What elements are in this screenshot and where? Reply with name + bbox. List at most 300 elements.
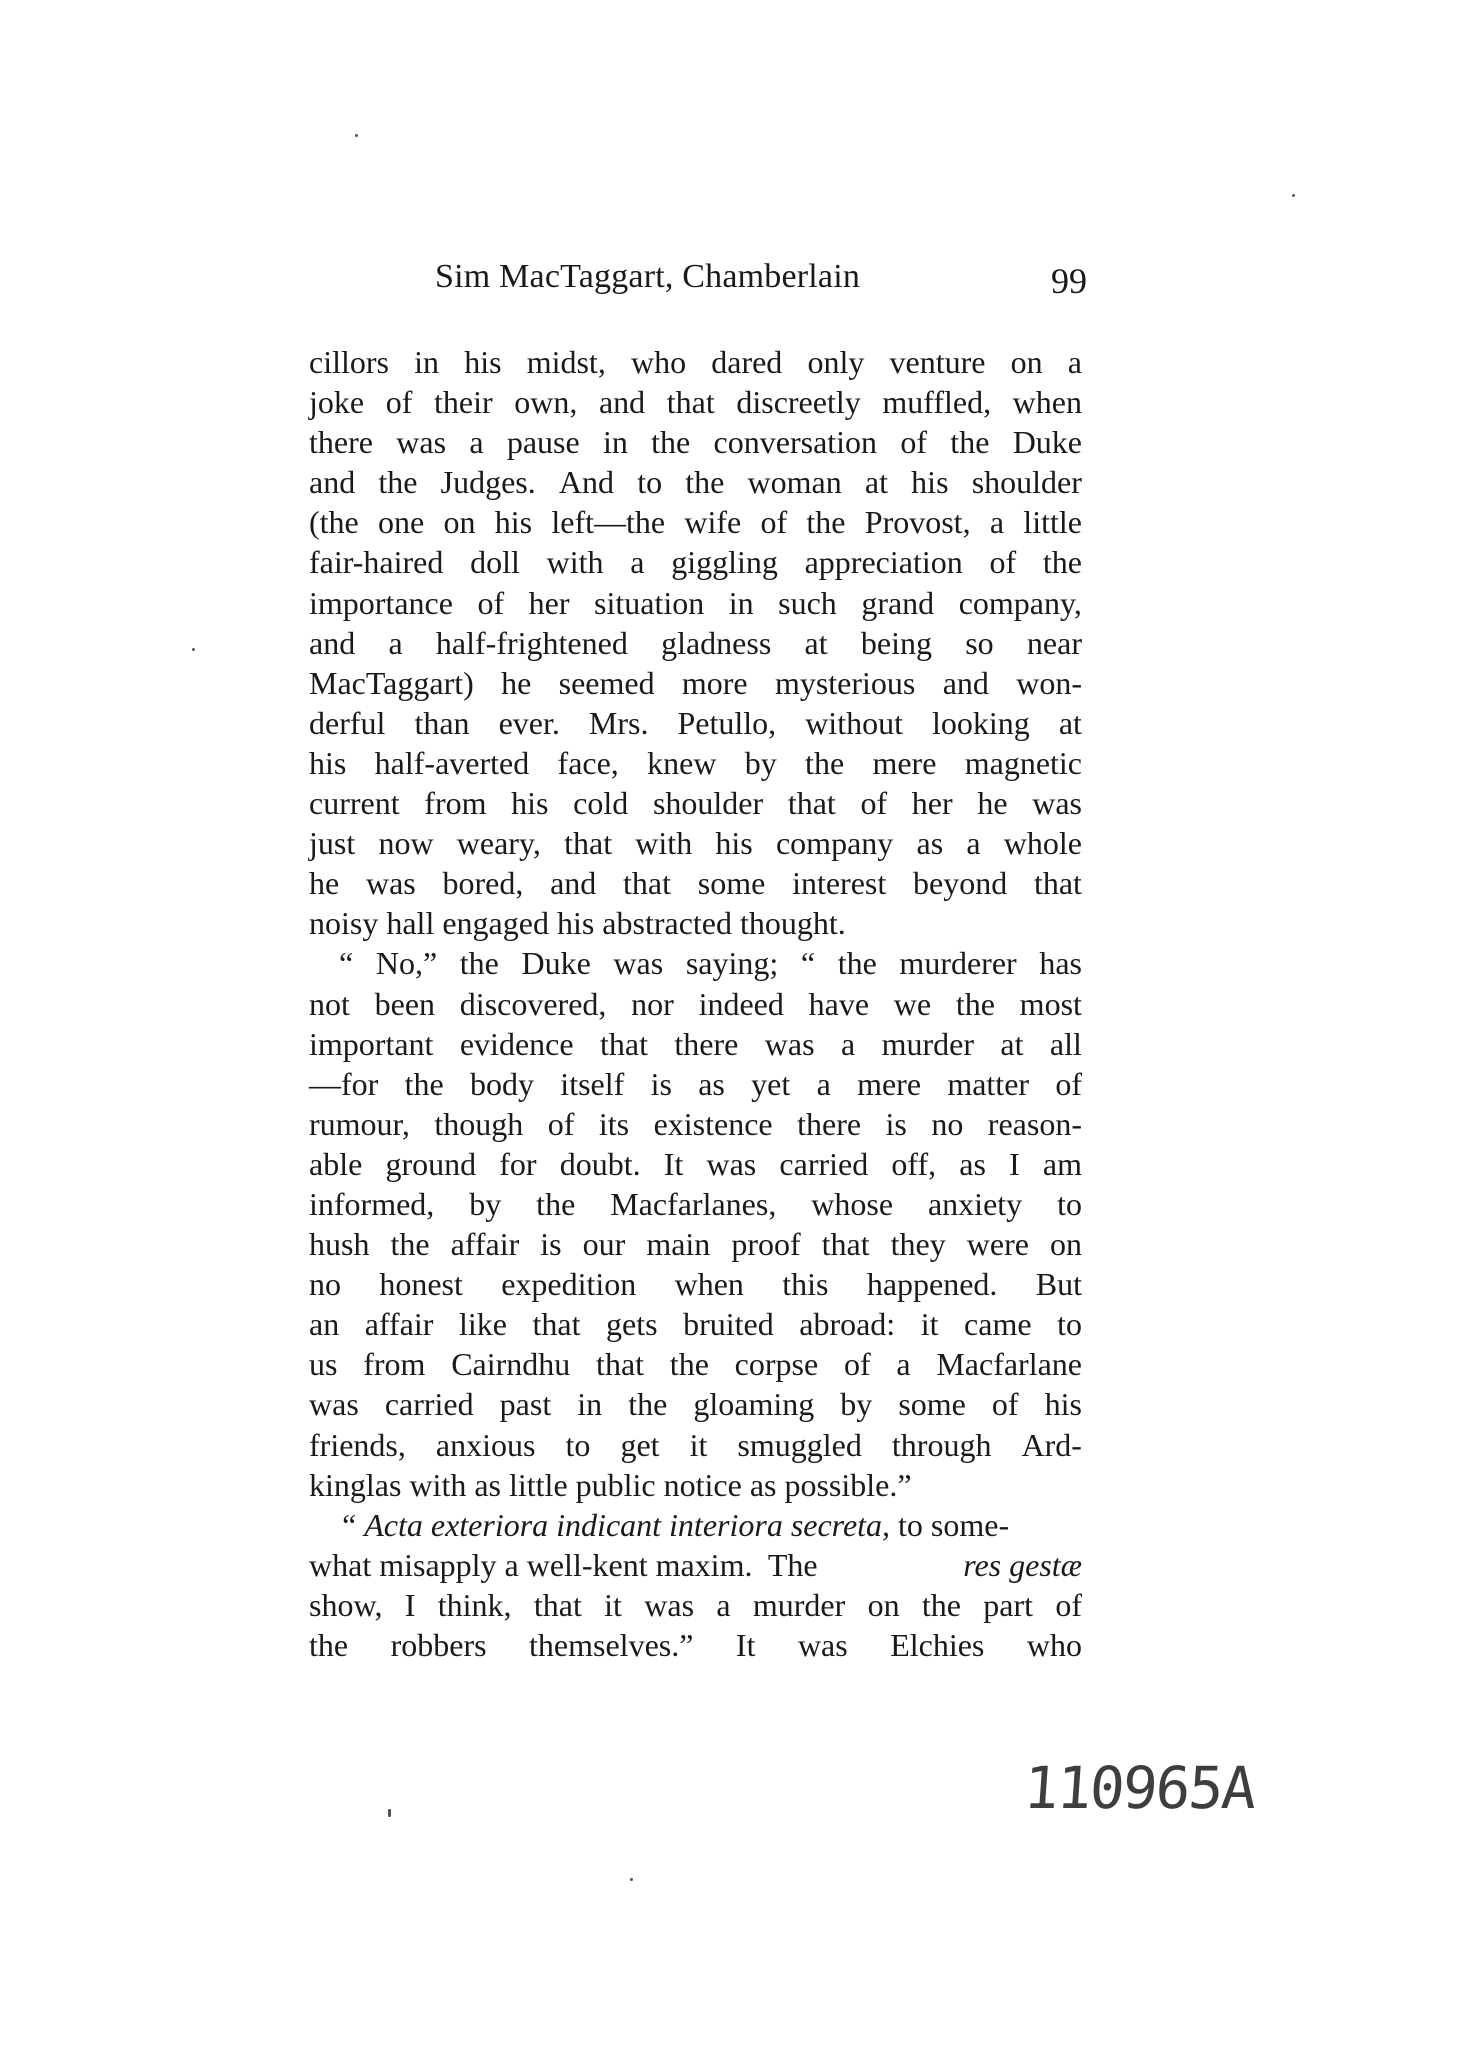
paper-speck	[388, 1809, 391, 1817]
word: ever.	[498, 704, 560, 741]
word: that	[623, 865, 672, 902]
word: derful	[309, 704, 386, 741]
word: most	[1019, 985, 1082, 1022]
word: who	[1026, 1627, 1082, 1663]
word: of	[860, 785, 888, 822]
text-line-latin-1	[309, 1505, 1082, 1545]
word: not	[309, 985, 350, 1022]
word: in	[728, 584, 754, 621]
text-line	[309, 1264, 1082, 1304]
paper-speck	[192, 648, 195, 651]
word: that	[532, 1306, 581, 1343]
word: us	[309, 1346, 338, 1383]
word: as	[916, 825, 944, 862]
word: the	[1042, 544, 1082, 581]
latin-maxim: “ Acta exteriora indicant interiora secreta,	[339, 1506, 891, 1543]
word: face,	[557, 744, 619, 781]
word: reason-	[987, 1105, 1082, 1142]
word: interest	[792, 865, 887, 902]
word: Duke	[1012, 424, 1082, 461]
text-line-latin-4	[309, 1625, 1082, 1665]
word: evidence	[459, 1025, 574, 1062]
word: that	[666, 384, 715, 421]
word: and	[598, 384, 646, 421]
text-line	[309, 863, 1082, 903]
word: some	[898, 1386, 966, 1423]
word: no	[309, 1266, 341, 1303]
word: of	[1055, 1065, 1082, 1102]
word: on	[1010, 344, 1043, 380]
word: half-averted	[374, 744, 530, 781]
word: body	[470, 1065, 534, 1102]
word: at	[1000, 1025, 1024, 1062]
word: that	[533, 1586, 582, 1623]
word: of	[900, 424, 927, 461]
word: was	[1032, 785, 1082, 822]
word: and	[309, 464, 356, 501]
text-line	[309, 542, 1082, 582]
word: and	[550, 865, 597, 902]
word: that	[599, 1025, 648, 1062]
word: on	[443, 504, 476, 541]
word: his	[494, 504, 533, 541]
word: left—the	[551, 504, 666, 541]
word: past	[499, 1386, 552, 1423]
text-line	[309, 382, 1082, 422]
text-line	[309, 1064, 1082, 1104]
word: as	[959, 1145, 986, 1182]
word: themselves.”	[529, 1627, 694, 1663]
word: in	[602, 424, 628, 461]
word: Judges.	[440, 464, 536, 501]
word: gladness	[661, 624, 772, 661]
word: the	[536, 1185, 576, 1222]
word: of	[760, 504, 788, 541]
word: woman	[747, 464, 842, 501]
word: by	[840, 1386, 873, 1423]
word: happened.	[866, 1266, 998, 1303]
word: on	[1049, 1226, 1082, 1263]
text-line	[309, 903, 1082, 943]
word: a	[989, 504, 1005, 541]
word: grand	[861, 584, 935, 621]
word: in	[577, 1386, 603, 1423]
word: the	[955, 985, 995, 1022]
word: is	[885, 1105, 907, 1142]
word: her	[911, 785, 953, 822]
word: abroad:	[799, 1306, 896, 1343]
word: a	[469, 424, 484, 461]
word: carried	[779, 1145, 869, 1182]
text-line	[309, 1304, 1082, 1344]
word: won-	[1016, 664, 1082, 701]
word: a	[716, 1586, 731, 1623]
word: midst,	[526, 344, 606, 380]
text-line	[309, 1384, 1082, 1424]
word: mysterious	[774, 664, 916, 701]
word: get	[620, 1426, 660, 1463]
word: through	[891, 1426, 992, 1463]
word: a	[840, 1025, 856, 1062]
word: his	[511, 785, 549, 822]
word: beyond	[913, 865, 1008, 902]
text-line	[309, 342, 1082, 382]
word: a	[966, 825, 981, 862]
word: ground	[385, 1145, 477, 1182]
line-text: kinglas with as little public notice as possible.”	[309, 1466, 912, 1503]
word: a	[1067, 344, 1082, 380]
text-line	[309, 943, 1082, 983]
text-line-latin-3	[309, 1585, 1082, 1625]
word: bruited	[683, 1306, 774, 1343]
word: anxiety	[927, 1185, 1023, 1222]
word: own,	[514, 384, 578, 421]
text-line	[309, 743, 1082, 783]
word: been	[374, 985, 436, 1022]
word: he	[309, 865, 340, 902]
word: the	[837, 945, 877, 982]
word: mere	[857, 1065, 922, 1102]
word: his	[715, 825, 753, 862]
word: It	[735, 1627, 756, 1663]
paper-speck	[1292, 194, 1295, 197]
word: than	[414, 704, 470, 741]
paper-speck	[355, 134, 358, 137]
word: that	[596, 1346, 645, 1383]
word: being	[860, 624, 932, 661]
word: able	[309, 1145, 363, 1182]
word: that	[1033, 865, 1082, 902]
word: knew	[647, 744, 717, 781]
word: when	[674, 1266, 744, 1303]
text-line	[309, 1425, 1082, 1465]
word: doll	[470, 544, 520, 581]
word: one	[378, 504, 425, 541]
word: our	[582, 1226, 626, 1263]
word: from	[363, 1346, 426, 1383]
word: show,	[309, 1586, 383, 1623]
word: conversation	[713, 424, 878, 461]
word: Provost,	[864, 504, 971, 541]
word: was	[309, 1386, 359, 1423]
word: a	[816, 1065, 831, 1102]
word: that	[564, 825, 613, 862]
latin-line2-before: what misapply a well-kent maxim. The	[309, 1546, 826, 1583]
text-line	[309, 462, 1082, 502]
word: MacTaggart)	[309, 664, 474, 701]
word: Petullo,	[677, 704, 777, 741]
running-title: Sim MacTaggart, Chamberlain	[435, 258, 861, 295]
text-line	[309, 623, 1082, 663]
word: appreciation	[804, 544, 963, 581]
word: robbers	[390, 1627, 487, 1663]
word: by	[744, 744, 777, 781]
text-line	[309, 1465, 1082, 1505]
word: some	[697, 865, 766, 902]
word: affair	[364, 1306, 434, 1343]
word: little	[1023, 504, 1082, 541]
word: it	[604, 1586, 622, 1623]
word: of	[843, 1346, 871, 1383]
word: muffled,	[882, 384, 992, 421]
text-line	[309, 1184, 1082, 1224]
word: weary,	[456, 825, 541, 862]
word: as	[698, 1065, 725, 1102]
paper-speck	[630, 1878, 633, 1881]
word: Mrs.	[588, 704, 649, 741]
word: Ard-	[1021, 1426, 1082, 1463]
latin-line1-rest: to some-	[890, 1506, 1010, 1543]
word: now	[378, 825, 434, 862]
word: shoulder	[652, 785, 764, 822]
text-line	[309, 1344, 1082, 1384]
word: just	[309, 825, 356, 862]
word: this	[782, 1266, 829, 1303]
word: am	[1042, 1145, 1082, 1182]
word: all	[1049, 1025, 1082, 1062]
word: there	[674, 1025, 739, 1062]
word: is	[540, 1226, 562, 1263]
word: the	[404, 1065, 444, 1102]
word: Elchies	[890, 1627, 985, 1663]
word: importance	[309, 584, 453, 621]
text-line	[309, 703, 1082, 743]
word: current	[309, 785, 400, 822]
word: honest	[379, 1266, 463, 1303]
word: from	[424, 785, 487, 822]
word: is	[650, 1065, 672, 1102]
res-gestae: res gestæ	[963, 1546, 1082, 1583]
word: itself	[560, 1065, 625, 1102]
word: that	[821, 1226, 870, 1263]
word: carried	[384, 1386, 474, 1423]
word: to	[565, 1426, 591, 1463]
word: its	[598, 1105, 630, 1142]
word: No,”	[375, 945, 438, 982]
word: a	[630, 544, 645, 581]
word: the	[805, 744, 845, 781]
word: without	[805, 704, 903, 741]
word: (the	[309, 504, 359, 541]
word: the	[459, 945, 499, 982]
word: Duke	[521, 945, 591, 982]
word: the	[669, 1346, 709, 1383]
word: joke	[309, 384, 365, 421]
word: of	[547, 1105, 575, 1142]
text-line	[309, 502, 1082, 542]
word: he	[977, 785, 1008, 822]
word: I	[404, 1586, 416, 1623]
word: hush	[309, 1226, 370, 1263]
word: her	[528, 584, 570, 621]
body-text	[309, 342, 1082, 1665]
word: with	[546, 544, 604, 581]
text-line	[309, 583, 1082, 623]
word: of	[991, 1386, 1019, 1423]
word: pause	[506, 424, 580, 461]
word: has	[1039, 945, 1082, 982]
word: no	[931, 1105, 964, 1142]
word: discovered,	[459, 985, 607, 1022]
word: by	[469, 1185, 502, 1222]
word: the	[950, 424, 990, 461]
word: half-frightened	[435, 624, 628, 661]
word: off,	[891, 1145, 937, 1182]
word: was	[613, 945, 664, 982]
word: came	[964, 1306, 1032, 1343]
word: the	[685, 464, 725, 501]
word: Macfarlane	[936, 1346, 1082, 1383]
word: of	[385, 384, 413, 421]
word: rumour,	[309, 1105, 410, 1142]
word: was	[764, 1025, 815, 1062]
word: saying;	[685, 945, 779, 982]
word: in	[414, 344, 440, 380]
word: of	[989, 544, 1017, 581]
word: murder	[881, 1025, 974, 1062]
word: It	[663, 1145, 684, 1182]
word: Cairndhu	[451, 1346, 571, 1383]
word: his	[1044, 1386, 1082, 1423]
word: have	[808, 985, 870, 1022]
word: But	[1035, 1266, 1082, 1303]
word: affair	[450, 1226, 520, 1263]
word: company,	[958, 584, 1082, 621]
word: anxious	[435, 1426, 536, 1463]
word: there	[309, 424, 373, 461]
word: were	[966, 1226, 1029, 1263]
text-line	[309, 823, 1082, 863]
text-line	[309, 783, 1082, 823]
word: magnetic	[964, 744, 1082, 781]
word: and	[942, 664, 989, 701]
word: though	[434, 1105, 524, 1142]
word: like	[458, 1306, 507, 1343]
word: indeed	[698, 985, 784, 1022]
word: looking	[932, 704, 1030, 741]
word: was	[644, 1586, 695, 1623]
word: the	[921, 1586, 961, 1623]
word: whole	[1003, 825, 1082, 862]
word: friends,	[309, 1426, 406, 1463]
word: of	[1055, 1586, 1082, 1623]
word: more	[681, 664, 748, 701]
word: it	[689, 1426, 708, 1463]
text-lines	[309, 342, 1082, 1505]
word: such	[778, 584, 837, 621]
library-accession-stamp: 110965A	[1021, 1754, 1257, 1822]
word: I	[1009, 1145, 1020, 1182]
word: his	[464, 344, 502, 380]
word: important	[309, 1025, 434, 1062]
word: think,	[437, 1586, 512, 1623]
word: they	[890, 1226, 946, 1263]
word: the	[390, 1226, 430, 1263]
word: the	[806, 504, 846, 541]
word: that	[787, 785, 836, 822]
word: main	[646, 1226, 711, 1263]
text-line-latin-2	[309, 1545, 1082, 1585]
word: was	[396, 424, 447, 461]
word: his	[911, 464, 949, 501]
word: only	[807, 344, 865, 380]
word: smuggled	[737, 1426, 862, 1463]
word: there	[797, 1105, 862, 1142]
word: the	[628, 1386, 668, 1423]
word: wife	[684, 504, 742, 541]
running-header	[435, 258, 1095, 308]
word: and	[309, 624, 356, 661]
word: when	[1012, 384, 1082, 421]
word: —for	[309, 1065, 379, 1102]
word: near	[1026, 624, 1082, 661]
word: an	[309, 1306, 340, 1343]
word: venture	[889, 344, 986, 380]
word: was	[706, 1145, 757, 1182]
word: “	[339, 945, 354, 982]
word: was	[797, 1627, 848, 1663]
word: situation	[594, 584, 705, 621]
word: cillors	[309, 344, 389, 380]
word: “	[800, 945, 816, 982]
text-line	[309, 663, 1082, 703]
line-text: noisy hall engaged his abstracted thought.	[309, 905, 846, 942]
word: the	[309, 1627, 349, 1663]
word: And	[558, 464, 615, 501]
word: matter	[947, 1065, 1030, 1102]
word: for	[499, 1145, 537, 1182]
word: seemed	[558, 664, 655, 701]
word: was	[365, 865, 416, 902]
word: informed,	[309, 1185, 435, 1222]
word: corpse	[734, 1346, 819, 1383]
word: the	[378, 464, 418, 501]
word: at	[804, 624, 828, 661]
word: to	[1057, 1185, 1082, 1222]
text-line	[309, 1024, 1082, 1064]
text-line	[309, 1104, 1082, 1144]
text-line	[309, 1224, 1082, 1264]
word: he	[501, 664, 532, 701]
word: giggling	[671, 544, 778, 581]
word: a	[896, 1346, 911, 1383]
word: bored,	[442, 865, 524, 902]
word: nor	[631, 985, 674, 1022]
word: part	[983, 1586, 1034, 1623]
word: fair-haired	[309, 544, 444, 581]
word: discreetly	[736, 384, 861, 421]
word: at	[1058, 704, 1082, 741]
word: gloaming	[693, 1386, 815, 1423]
word: company	[775, 825, 894, 862]
page-number: 99	[1051, 261, 1087, 301]
word: so	[965, 624, 994, 661]
word: of	[477, 584, 505, 621]
text-line	[309, 984, 1082, 1024]
word: murder	[752, 1586, 846, 1623]
word: a	[388, 624, 403, 661]
word: whose	[811, 1185, 894, 1222]
text-line	[309, 422, 1082, 462]
word: mere	[872, 744, 937, 781]
word: Macfarlanes,	[610, 1185, 777, 1222]
word: at	[864, 464, 888, 501]
word: to	[637, 464, 663, 501]
word: existence	[653, 1105, 773, 1142]
word: his	[309, 744, 347, 781]
word: proof	[731, 1226, 801, 1263]
word: shoulder	[971, 464, 1082, 501]
